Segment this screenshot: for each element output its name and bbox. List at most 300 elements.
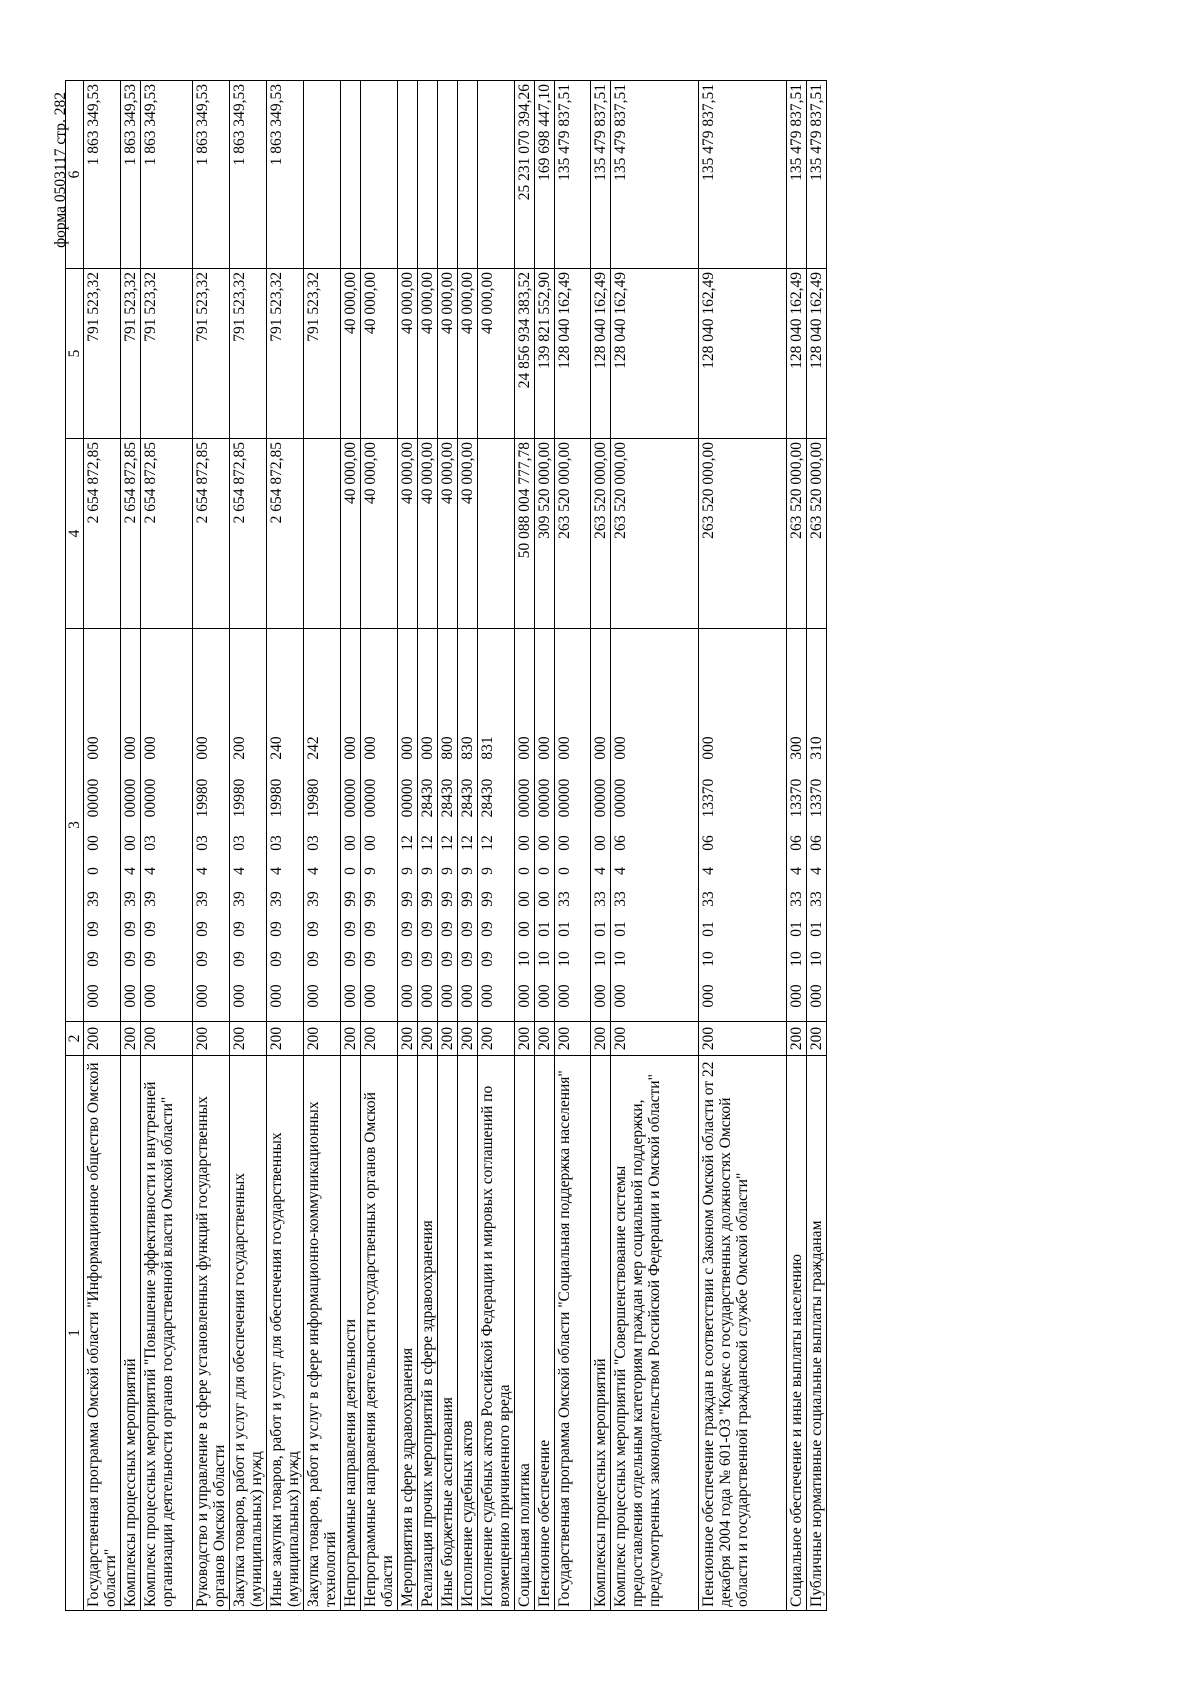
executed-amount: 128 040 162,49	[807, 269, 827, 439]
code-part: 09	[305, 951, 322, 967]
code-part: 00	[536, 891, 553, 907]
executed-amount: 791 523,32	[193, 269, 230, 439]
line-code: 200	[458, 1022, 478, 1056]
code-part: 831	[479, 736, 496, 760]
line-code: 200	[230, 1022, 267, 1056]
code-part: 000	[788, 984, 805, 1008]
executed-amount: 40 000,00	[341, 269, 361, 439]
code-part: 19980	[194, 778, 211, 818]
code-part: 4	[788, 867, 805, 875]
code-part: 09	[399, 951, 416, 967]
approved-amount: 263 520 000,00	[807, 439, 827, 629]
code-part: 000	[362, 984, 379, 1008]
code-part: 4	[592, 867, 609, 875]
approved-amount: 40 000,00	[438, 439, 458, 629]
code-part: 000	[194, 736, 211, 760]
code-part: 13370	[700, 778, 717, 818]
unexecuted-amount	[438, 81, 458, 269]
code-part: 4	[142, 867, 159, 875]
executed-amount: 128 040 162,49	[611, 269, 699, 439]
line-code: 200	[438, 1022, 458, 1056]
row-name: Социальное обеспечение и иные выплаты населению	[787, 1056, 807, 1611]
table-row	[515, 81, 535, 1611]
budget-classification-code	[591, 629, 611, 1022]
code-part: 0	[342, 867, 359, 875]
code-part: 01	[556, 921, 573, 937]
code-part: 09	[305, 921, 322, 937]
unexecuted-amount: 135 479 837,51	[555, 81, 591, 269]
line-code: 200	[807, 1022, 827, 1056]
approved-amount: 2 654 872,85	[267, 439, 304, 629]
code-part: 03	[194, 835, 211, 851]
code-part: 12	[459, 835, 476, 851]
code-part: 4	[122, 867, 139, 875]
code-part: 39	[305, 891, 322, 907]
approved-amount: 2 654 872,85	[141, 439, 193, 629]
table-row	[555, 81, 591, 1611]
table-row	[84, 81, 121, 1611]
budget-classification-code	[438, 629, 458, 1022]
code-part: 33	[788, 891, 805, 907]
line-code: 200	[418, 1022, 438, 1056]
code-part: 9	[399, 867, 416, 875]
table-row	[398, 81, 418, 1611]
code-part: 09	[231, 921, 248, 937]
code-part: 33	[700, 891, 717, 907]
code-part: 13370	[808, 778, 825, 818]
code-part: 10	[700, 951, 717, 967]
code-part: 00	[342, 835, 359, 851]
approved-amount: 40 000,00	[361, 439, 398, 629]
code-part: 99	[439, 891, 456, 907]
line-code: 200	[267, 1022, 304, 1056]
executed-amount: 791 523,32	[121, 269, 141, 439]
unexecuted-amount	[418, 81, 438, 269]
code-part: 00000	[612, 778, 629, 818]
code-part: 00	[556, 835, 573, 851]
code-part: 03	[268, 835, 285, 851]
code-part: 19980	[305, 778, 322, 818]
code-part: 000	[556, 736, 573, 760]
code-part: 0	[536, 867, 553, 875]
row-name: Закупка товаров, работ и услуг в сфере информационно-коммуникационных технологий	[304, 1056, 341, 1611]
code-part: 09	[439, 921, 456, 937]
budget-classification-code	[555, 629, 591, 1022]
unexecuted-amount: 135 479 837,51	[807, 81, 827, 269]
code-part: 300	[788, 736, 805, 760]
code-part: 09	[194, 951, 211, 967]
code-part: 10	[556, 951, 573, 967]
line-code: 200	[555, 1022, 591, 1056]
code-part: 00000	[592, 778, 609, 818]
table-row	[141, 81, 193, 1611]
column-header: 2	[66, 1022, 84, 1056]
row-name: Иные бюджетные ассигнования	[438, 1056, 458, 1611]
code-part: 00	[516, 835, 533, 851]
column-header: 3	[66, 629, 84, 1022]
code-part: 12	[439, 835, 456, 851]
table-row	[807, 81, 827, 1611]
executed-amount: 40 000,00	[361, 269, 398, 439]
line-code: 200	[611, 1022, 699, 1056]
code-part: 09	[142, 921, 159, 937]
code-part: 01	[536, 921, 553, 937]
executed-amount: 24 856 934 383,52	[515, 269, 535, 439]
approved-amount	[304, 439, 341, 629]
code-part: 000	[612, 984, 629, 1008]
unexecuted-amount	[398, 81, 418, 269]
code-part: 0	[516, 867, 533, 875]
table-row	[341, 81, 361, 1611]
code-part: 00000	[399, 778, 416, 818]
budget-classification-code	[535, 629, 555, 1022]
row-name: Комплекс процессных мероприятий "Совершенствование системы предоставления отдельным категориям граждан мер социальной поддержки, предусмотренных законодательством Российской Федерации и Омской области"	[611, 1056, 699, 1611]
form-label: форма 0503117 стр. 282	[52, 92, 69, 248]
code-part: 000	[536, 736, 553, 760]
unexecuted-amount: 1 863 349,53	[267, 81, 304, 269]
table-row	[304, 81, 341, 1611]
executed-amount: 40 000,00	[458, 269, 478, 439]
code-part: 00000	[142, 778, 159, 818]
code-part: 19980	[231, 778, 248, 818]
table-row	[230, 81, 267, 1611]
line-code: 200	[591, 1022, 611, 1056]
approved-amount: 50 088 004 777,78	[515, 439, 535, 629]
code-part: 09	[419, 921, 436, 937]
table-row	[418, 81, 438, 1611]
code-part: 000	[592, 984, 609, 1008]
budget-classification-code	[304, 629, 341, 1022]
row-name: Мероприятия в сфере здравоохранения	[398, 1056, 418, 1611]
approved-amount: 40 000,00	[458, 439, 478, 629]
code-part: 0	[85, 867, 102, 875]
code-part: 0	[556, 867, 573, 875]
approved-amount: 309 520 000,00	[535, 439, 555, 629]
code-part: 09	[459, 921, 476, 937]
code-part: 00000	[362, 778, 379, 818]
budget-classification-code	[478, 629, 515, 1022]
line-code: 200	[787, 1022, 807, 1056]
unexecuted-amount: 135 479 837,51	[611, 81, 699, 269]
code-part: 000	[305, 984, 322, 1008]
line-code: 200	[341, 1022, 361, 1056]
code-part: 99	[342, 891, 359, 907]
table-row	[121, 81, 141, 1611]
code-part: 00	[516, 891, 533, 907]
code-part: 000	[122, 736, 139, 760]
code-part: 800	[439, 736, 456, 760]
row-name: Публичные нормативные социальные выплаты гражданам	[807, 1056, 827, 1611]
line-code: 200	[515, 1022, 535, 1056]
code-part: 33	[612, 891, 629, 907]
budget-classification-code	[341, 629, 361, 1022]
code-part: 10	[808, 951, 825, 967]
budget-classification-code	[230, 629, 267, 1022]
code-part: 99	[419, 891, 436, 907]
line-code: 200	[699, 1022, 787, 1056]
code-part: 01	[592, 921, 609, 937]
unexecuted-amount	[458, 81, 478, 269]
code-part: 000	[439, 984, 456, 1008]
unexecuted-amount: 1 863 349,53	[193, 81, 230, 269]
code-part: 000	[419, 984, 436, 1008]
code-part: 12	[419, 835, 436, 851]
budget-classification-code	[141, 629, 193, 1022]
budget-classification-code	[458, 629, 478, 1022]
code-part: 240	[268, 736, 285, 760]
code-part: 000	[362, 736, 379, 760]
budget-classification-code	[361, 629, 398, 1022]
budget-classification-code	[398, 629, 418, 1022]
budget-classification-code	[121, 629, 141, 1022]
code-part: 39	[194, 891, 211, 907]
column-number-row	[66, 81, 84, 1611]
table-row	[787, 81, 807, 1611]
code-part: 000	[536, 984, 553, 1008]
code-part: 09	[459, 951, 476, 967]
budget-classification-code	[515, 629, 535, 1022]
unexecuted-amount: 135 479 837,51	[787, 81, 807, 269]
unexecuted-amount: 135 479 837,51	[591, 81, 611, 269]
unexecuted-amount	[361, 81, 398, 269]
code-part: 000	[479, 984, 496, 1008]
code-part: 09	[342, 921, 359, 937]
code-part: 10	[592, 951, 609, 967]
code-part: 10	[612, 951, 629, 967]
code-part: 00	[592, 835, 609, 851]
code-part: 09	[362, 951, 379, 967]
unexecuted-amount: 1 863 349,53	[230, 81, 267, 269]
code-part: 09	[231, 951, 248, 967]
code-part: 4	[808, 867, 825, 875]
code-part: 000	[516, 984, 533, 1008]
code-part: 09	[85, 951, 102, 967]
code-part: 310	[808, 736, 825, 760]
code-part: 000	[700, 984, 717, 1008]
unexecuted-amount: 1 863 349,53	[141, 81, 193, 269]
line-code: 200	[535, 1022, 555, 1056]
line-code: 200	[304, 1022, 341, 1056]
code-part: 01	[612, 921, 629, 937]
code-part: 000	[122, 984, 139, 1008]
code-part: 99	[362, 891, 379, 907]
unexecuted-amount	[341, 81, 361, 269]
code-part: 33	[556, 891, 573, 907]
code-part: 200	[231, 736, 248, 760]
code-part: 99	[479, 891, 496, 907]
code-part: 01	[808, 921, 825, 937]
table-row	[458, 81, 478, 1611]
approved-amount	[478, 439, 515, 629]
code-part: 000	[700, 736, 717, 760]
code-part: 06	[612, 835, 629, 851]
code-part: 00000	[516, 778, 533, 818]
table-row	[535, 81, 555, 1611]
column-header: 4	[66, 439, 84, 629]
line-code: 200	[141, 1022, 193, 1056]
unexecuted-amount	[304, 81, 341, 269]
code-part: 28430	[479, 778, 496, 818]
code-part: 000	[342, 736, 359, 760]
code-part: 01	[700, 921, 717, 937]
code-part: 000	[194, 984, 211, 1008]
table-row	[591, 81, 611, 1611]
row-name: Руководство и управление в сфере установленных функций государственных органов Омской области	[193, 1056, 230, 1611]
code-part: 000	[556, 984, 573, 1008]
code-part: 00	[362, 835, 379, 851]
code-part: 39	[85, 891, 102, 907]
code-part: 10	[788, 951, 805, 967]
code-part: 33	[592, 891, 609, 907]
executed-amount: 791 523,32	[304, 269, 341, 439]
code-part: 09	[142, 951, 159, 967]
code-part: 06	[700, 835, 717, 851]
code-part: 03	[142, 835, 159, 851]
code-part: 12	[479, 835, 496, 851]
code-part: 4	[194, 867, 211, 875]
row-name: Непрограммные направления деятельности государственных органов Омской области	[361, 1056, 398, 1611]
code-part: 00000	[122, 778, 139, 818]
code-part: 28430	[439, 778, 456, 818]
approved-amount: 2 654 872,85	[193, 439, 230, 629]
executed-amount: 40 000,00	[398, 269, 418, 439]
code-part: 4	[231, 867, 248, 875]
executed-amount: 128 040 162,49	[787, 269, 807, 439]
code-part: 39	[122, 891, 139, 907]
line-code: 200	[193, 1022, 230, 1056]
executed-amount: 40 000,00	[478, 269, 515, 439]
code-part: 000	[268, 984, 285, 1008]
approved-amount: 40 000,00	[418, 439, 438, 629]
table-row	[478, 81, 515, 1611]
code-part: 28430	[419, 778, 436, 818]
unexecuted-amount	[478, 81, 515, 269]
approved-amount: 40 000,00	[398, 439, 418, 629]
code-part: 00	[516, 921, 533, 937]
code-part: 09	[342, 951, 359, 967]
unexecuted-amount: 1 863 349,53	[84, 81, 121, 269]
code-part: 4	[612, 867, 629, 875]
code-part: 00000	[85, 778, 102, 818]
budget-classification-code	[699, 629, 787, 1022]
code-part: 9	[362, 867, 379, 875]
row-name: Исполнение судебных актов	[458, 1056, 478, 1611]
line-code: 200	[121, 1022, 141, 1056]
code-part: 00000	[342, 778, 359, 818]
column-header: 6	[66, 81, 84, 269]
code-part: 09	[268, 951, 285, 967]
row-name: Комплексы процессных мероприятий	[121, 1056, 141, 1611]
row-name: Комплекс процессных мероприятий "Повышение эффективности и внутренней организации деятельности органов государственной власти Омской области"	[141, 1056, 193, 1611]
executed-amount: 791 523,32	[84, 269, 121, 439]
line-code: 200	[478, 1022, 515, 1056]
code-part: 242	[305, 736, 322, 760]
code-part: 000	[808, 984, 825, 1008]
code-part: 4	[268, 867, 285, 875]
code-part: 13370	[788, 778, 805, 818]
row-name: Иные закупки товаров, работ и услуг для обеспечения государственных (муниципальных) нужд	[267, 1056, 304, 1611]
code-part: 000	[85, 736, 102, 760]
code-part: 09	[479, 951, 496, 967]
code-part: 99	[459, 891, 476, 907]
code-part: 39	[268, 891, 285, 907]
approved-amount: 2 654 872,85	[84, 439, 121, 629]
budget-classification-code	[418, 629, 438, 1022]
executed-amount: 128 040 162,49	[555, 269, 591, 439]
code-part: 000	[142, 736, 159, 760]
code-part: 9	[459, 867, 476, 875]
row-name: Социальная политика	[515, 1056, 535, 1611]
code-part: 00	[85, 835, 102, 851]
column-header: 5	[66, 269, 84, 439]
executed-amount: 40 000,00	[438, 269, 458, 439]
unexecuted-amount: 1 863 349,53	[121, 81, 141, 269]
code-part: 99	[399, 891, 416, 907]
code-part: 000	[231, 984, 248, 1008]
approved-amount: 2 654 872,85	[230, 439, 267, 629]
budget-classification-code	[267, 629, 304, 1022]
row-name: Комплексы процессных мероприятий	[591, 1056, 611, 1611]
code-part: 06	[808, 835, 825, 851]
code-part: 000	[516, 736, 533, 760]
code-part: 000	[85, 984, 102, 1008]
code-part: 000	[342, 984, 359, 1008]
row-name: Исполнение судебных актов Российской Федерации и мировых соглашений по возмещению причиненного вреда	[478, 1056, 515, 1611]
code-part: 01	[788, 921, 805, 937]
row-name: Пенсионное обеспечение	[535, 1056, 555, 1611]
unexecuted-amount: 25 231 070 394,26	[515, 81, 535, 269]
code-part: 09	[85, 921, 102, 937]
line-code: 200	[361, 1022, 398, 1056]
executed-amount: 791 523,32	[267, 269, 304, 439]
code-part: 39	[231, 891, 248, 907]
code-part: 00	[122, 835, 139, 851]
table-row	[361, 81, 398, 1611]
code-part: 09	[268, 921, 285, 937]
code-part: 000	[399, 984, 416, 1008]
code-part: 03	[305, 835, 322, 851]
code-part: 000	[399, 736, 416, 760]
executed-amount: 40 000,00	[418, 269, 438, 439]
code-part: 4	[305, 867, 322, 875]
executed-amount: 128 040 162,49	[699, 269, 787, 439]
code-part: 12	[399, 835, 416, 851]
code-part: 09	[439, 951, 456, 967]
code-part: 000	[142, 984, 159, 1008]
code-part: 00	[536, 835, 553, 851]
executed-amount: 791 523,32	[230, 269, 267, 439]
code-part: 9	[479, 867, 496, 875]
code-part: 09	[479, 921, 496, 937]
code-part: 09	[399, 921, 416, 937]
unexecuted-amount: 135 479 837,51	[699, 81, 787, 269]
approved-amount: 263 520 000,00	[787, 439, 807, 629]
row-name: Закупка товаров, работ и услуг для обеспечения государственных (муниципальных) нужд	[230, 1056, 267, 1611]
approved-amount: 2 654 872,85	[121, 439, 141, 629]
code-part: 10	[516, 951, 533, 967]
unexecuted-amount: 169 698 447,10	[535, 81, 555, 269]
code-part: 000	[592, 736, 609, 760]
table-row	[438, 81, 458, 1611]
code-part: 09	[362, 921, 379, 937]
code-part: 9	[439, 867, 456, 875]
code-part: 03	[231, 835, 248, 851]
code-part: 09	[419, 951, 436, 967]
code-part: 09	[122, 921, 139, 937]
code-part: 09	[122, 951, 139, 967]
code-part: 28430	[459, 778, 476, 818]
line-code: 200	[84, 1022, 121, 1056]
